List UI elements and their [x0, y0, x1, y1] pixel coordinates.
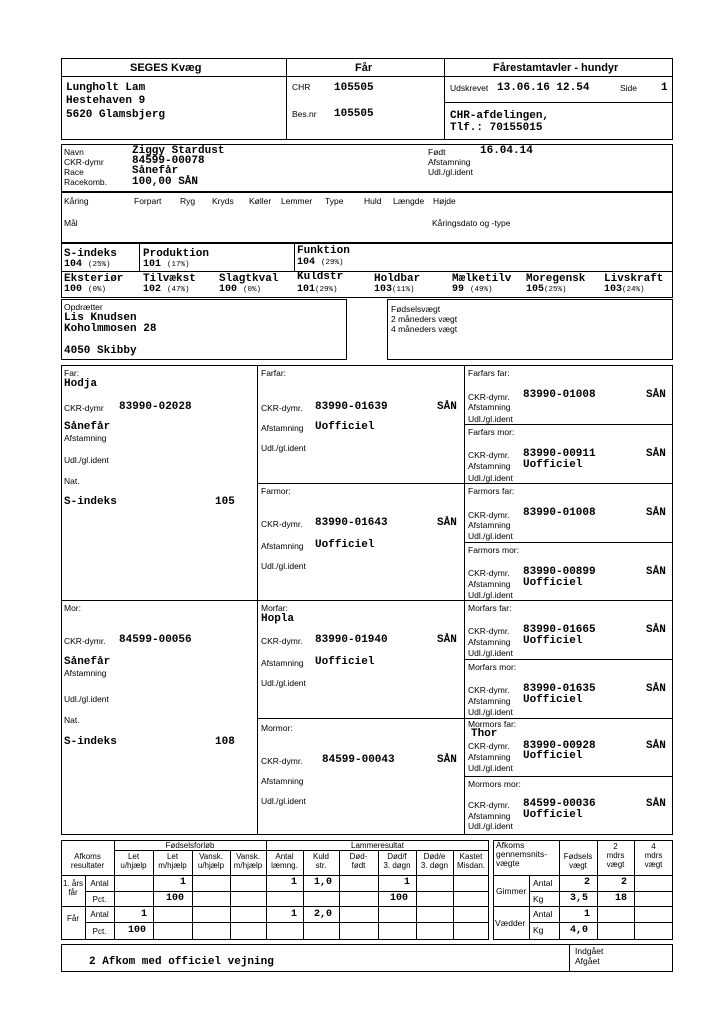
- label-race: Race: [64, 167, 84, 177]
- col-let-m-l1: Let: [166, 852, 179, 861]
- breeder-label: Opdrætter: [64, 302, 103, 312]
- gg-mormors-far-ckr-label: CKR-dymr.: [468, 741, 510, 751]
- chr-value: 105505: [334, 82, 374, 94]
- growth-col-birth-l1: Fødsels: [563, 852, 593, 861]
- gg-mormors-mor-udl-label: Udl./gl.ident: [468, 821, 513, 831]
- animal-name: Ziggy Stardust: [132, 145, 225, 157]
- col-dodfodt-l1: Død-: [349, 852, 368, 861]
- gg-morfars-far-ckr-label: CKR-dymr.: [468, 626, 510, 636]
- col-dode-l2: 3. døgn: [420, 861, 449, 870]
- far-ckr: 83990-02028: [119, 401, 192, 413]
- col-antal: [266, 852, 303, 870]
- gg-mormors-mor-ckr: 84599-00036: [523, 798, 596, 810]
- mor-ckr: 84599-00056: [119, 634, 192, 646]
- growth-title: [496, 841, 547, 868]
- mor-ckr-label: CKR-dymr.: [64, 636, 106, 646]
- morfar-race: SÅN: [437, 634, 457, 646]
- owner-city: 5620 Glamsbjerg: [66, 109, 166, 121]
- gg-morfars-mor-label: Morfars mor:: [468, 662, 517, 672]
- chr-afd: CHR-afdelingen,: [450, 110, 550, 122]
- growth-col-4m-l3: vægt: [644, 860, 663, 869]
- index-maelketilv-value: [452, 284, 493, 295]
- gg-farfars-far-race: SÅN: [646, 389, 666, 401]
- col-antal-l2: læmng.: [271, 861, 298, 870]
- index-holdbar-value: [374, 284, 415, 295]
- r1-antal-kuld: 1,0: [314, 877, 333, 888]
- col-dodf-l1: Død/f: [387, 852, 407, 861]
- index-livskraft-number: 103: [604, 284, 623, 295]
- r2-pct-letu: 100: [128, 925, 147, 936]
- morfar-label: Morfar:: [261, 603, 288, 613]
- far-name: Hodja: [64, 378, 98, 390]
- offspring-title-l2: resultater: [70, 861, 105, 870]
- gg-farmors-far-udl-label: Udl./gl.ident: [468, 531, 513, 541]
- index-tilvaekst-number: 102: [143, 284, 162, 295]
- farmor-ckr-label: CKR-dymr.: [261, 519, 303, 529]
- r1-antal-laemng: 1: [291, 877, 298, 888]
- col-vansk-m-l2: m/hjælp: [233, 861, 263, 870]
- mor-afst-label: Afstamning: [64, 668, 107, 678]
- karing-col-huld: Huld: [364, 196, 382, 206]
- animal-race: Sånefår: [132, 165, 179, 177]
- gg-morfars-far-afst-label: Afstamning: [468, 637, 511, 647]
- gg-farmors-mor-udl-label: Udl./gl.ident: [468, 590, 513, 600]
- gg-mormors-far-udl-label: Udl./gl.ident: [468, 763, 513, 773]
- born-value: 16.04.14: [480, 145, 533, 157]
- gg-farfars-far-label: Farfars far:: [468, 368, 510, 378]
- gimmer-label: Gimmer: [496, 886, 527, 896]
- mormor-udl-label: Udl./gl.ident: [261, 796, 306, 806]
- doc-title: Fårestamtavler - hundyr: [493, 62, 619, 74]
- karing-col-forpart: Forpart: [134, 196, 162, 206]
- gg-mormors-mor-race: SÅN: [646, 798, 666, 810]
- gg-morfars-far-race: SÅN: [646, 624, 666, 636]
- weight-birth: Fødselsvægt: [391, 304, 441, 314]
- karing-col-koller: Køller: [249, 196, 272, 206]
- gg-farmors-far-afst-label: Afstamning: [468, 520, 511, 530]
- farmor-ckr: 83990-01643: [315, 517, 388, 529]
- karing-col-lemmer: Lemmer: [281, 196, 313, 206]
- index-tilvaekst-pct: (47%): [167, 286, 190, 294]
- page-label: Side: [620, 83, 638, 93]
- index-kuldstr-value: [297, 284, 338, 295]
- farfar-afst-label: Afstamning: [261, 423, 304, 433]
- offspring-title: [61, 852, 114, 870]
- gimmer-antal-label: Antal: [533, 878, 553, 888]
- morfar-ckr-label: CKR-dymr.: [261, 636, 303, 646]
- index-tilvaekst-label: Tilvækst: [143, 273, 196, 285]
- gg-mormors-far-afst: Uofficiel: [523, 750, 583, 762]
- gg-farfars-mor-afst-label: Afstamning: [468, 461, 511, 471]
- gg-farfars-mor-afst: Uofficiel: [523, 459, 583, 471]
- gg-morfars-mor-afst-label: Afstamning: [468, 696, 511, 706]
- col-dodf-l2: 3. døgn: [383, 861, 411, 870]
- col-let-u-l1: Let: [127, 852, 140, 861]
- r1-pct-dodf: 100: [390, 893, 409, 904]
- col-dode-l1: Død/e: [423, 852, 446, 861]
- morfar-udl-label: Udl./gl.ident: [261, 678, 306, 688]
- afstamning-label: Afstamning: [428, 157, 471, 167]
- index-livskraft-value: [604, 284, 645, 295]
- col-dode: [416, 852, 453, 870]
- label-navn: Navn: [64, 147, 84, 157]
- vaedder-antal-birth: 1: [584, 909, 591, 920]
- gimmer-antal-birth: 2: [584, 877, 591, 888]
- gg-farmors-mor-ckr: 83990-00899: [523, 566, 596, 578]
- org-name: SEGES Kvæg: [130, 62, 202, 74]
- col-vansk-u-l2: u/hjælp: [197, 861, 225, 870]
- mormor-afst-label: Afstamning: [261, 776, 304, 786]
- karing-col-laengde: Længde: [393, 196, 425, 206]
- vaedder-antal-label: Antal: [533, 909, 553, 919]
- growth-col-2m-l1: 2: [613, 842, 618, 851]
- group-lammeresultat: Lammeresultat: [351, 841, 404, 850]
- indgaet-label: Indgået: [575, 946, 604, 956]
- gg-morfars-mor-udl-label: Udl./gl.ident: [468, 707, 513, 717]
- animal-racekomb: 100,00 SÅN: [132, 176, 199, 188]
- mormor-ckr-label: CKR-dymr.: [261, 756, 303, 766]
- index-maelketilv-label: Mælketilv: [452, 273, 512, 285]
- printed-label: Udskrevet: [450, 83, 489, 93]
- weight-4m: 4 måneders vægt: [391, 324, 458, 334]
- index-maelketilv-pct: (49%): [470, 286, 493, 294]
- col-kuld: [303, 852, 339, 870]
- vaedder-kg-label: Kg: [533, 925, 544, 935]
- farmor-label: Farmor:: [261, 486, 291, 496]
- growth-col-birth-l2: vægt: [569, 861, 587, 870]
- index-moregensk-value: [526, 284, 567, 295]
- index-maelketilv-number: 99: [452, 284, 465, 295]
- col-let-m: [153, 852, 192, 870]
- far-sindeks-value: 105: [215, 496, 235, 508]
- index-slagtkval-label: Slagtkval: [219, 273, 279, 285]
- breeder-city: 4050 Skibby: [64, 345, 137, 357]
- far-sindeks-label: S-indeks: [64, 496, 117, 508]
- r1-pct-label: Pct.: [92, 895, 107, 904]
- index-funktion-pct: (29%): [321, 259, 344, 267]
- r1-antal-letm: 1: [180, 877, 187, 888]
- index-moregensk-pct: (25%): [544, 286, 567, 294]
- col-let-u: [114, 852, 153, 870]
- gg-farfars-far-ckr-label: CKR-dymr.: [468, 392, 510, 402]
- index-eksterior-pct: (0%): [88, 286, 107, 294]
- farmor-afst-label: Afstamning: [261, 541, 304, 551]
- index-sindeks-value: [64, 259, 111, 270]
- gimmer-kg-2m: 18: [615, 893, 628, 904]
- growth-col-birth: [559, 852, 597, 870]
- gg-mormors-mor-ckr-label: CKR-dymr.: [468, 800, 510, 810]
- mor-sindeks-label: S-indeks: [64, 736, 117, 748]
- farfar-race: SÅN: [437, 401, 457, 413]
- r2-antal-label: Antal: [90, 910, 109, 919]
- growth-col-4m-l2: mdrs: [644, 851, 663, 860]
- index-produktion-number: 101: [143, 259, 162, 270]
- breeder-street: Koholmmosen 28: [64, 323, 157, 335]
- gg-morfars-mor-afst: Uofficiel: [523, 694, 583, 706]
- gimmer-antal-2m: 2: [621, 877, 628, 888]
- farmor-udl-label: Udl./gl.ident: [261, 561, 306, 571]
- gg-farfars-mor-ckr: 83990-00911: [523, 448, 596, 460]
- owner-street: Hestehaven 9: [66, 95, 146, 107]
- karing-col-ryg: Ryg: [180, 196, 196, 206]
- karing-col-type: Type: [325, 196, 344, 206]
- gg-farfars-mor-race: SÅN: [646, 448, 666, 460]
- morfar-afst-label: Afstamning: [261, 658, 304, 668]
- r1-antal-dodf: 1: [404, 877, 411, 888]
- morfar-afst: Uofficiel: [315, 656, 375, 668]
- label-ckr: CKR-dymr: [64, 157, 104, 167]
- col-antal-l1: Antal: [275, 852, 294, 861]
- gimmer-kg-label: Kg: [533, 894, 544, 904]
- col-kuld-l1: Kuld: [312, 852, 329, 861]
- r2-antal-letu: 1: [141, 909, 148, 920]
- index-funktion-value: [297, 257, 344, 268]
- weight-2m: 2 måneders vægt: [391, 314, 458, 324]
- udl-label: Udl./gl.ident: [428, 167, 473, 177]
- farmor-afst: Uofficiel: [315, 539, 375, 551]
- index-sindeks-pct: (25%): [88, 261, 111, 269]
- growth-title-l3: vægte: [496, 858, 520, 868]
- gg-mormors-mor-afst: Uofficiel: [523, 809, 583, 821]
- r2-antal-laemng: 1: [291, 909, 298, 920]
- karing-col-hojde: Højde: [433, 196, 456, 206]
- growth-col-2m: [597, 842, 634, 869]
- gg-mormors-far-ckr: 83990-00928: [523, 740, 596, 752]
- growth-col-2m-l2: mdrs: [606, 851, 625, 860]
- farfar-udl-label: Udl./gl.ident: [261, 443, 306, 453]
- farmor-race: SÅN: [437, 517, 457, 529]
- index-produktion-label: Produktion: [143, 248, 210, 260]
- mormor-label: Mormor:: [261, 723, 293, 733]
- gg-morfars-mor-race: SÅN: [646, 683, 666, 695]
- gg-farfars-far-afst-label: Afstamning: [468, 402, 511, 412]
- gg-mormors-far-name: Thor: [471, 728, 498, 740]
- index-moregensk-number: 105: [526, 284, 545, 295]
- besnr-label: Bes.nr: [292, 109, 317, 119]
- col-kastet-l2: Misdan.: [456, 861, 485, 870]
- gg-farmors-far-label: Farmors far:: [468, 486, 515, 496]
- gg-mormors-mor-label: Mormors mor:: [468, 779, 521, 789]
- col-vansk-u-l1: Vansk.: [199, 852, 223, 861]
- karing-col-kryds: Kryds: [212, 196, 234, 206]
- gg-farmors-far-ckr-label: CKR-dymr.: [468, 510, 510, 520]
- mor-udl-label: Udl./gl.ident: [64, 694, 109, 704]
- col-kuld-l2: str.: [315, 861, 327, 870]
- index-sindeks-number: 104: [64, 259, 83, 270]
- index-funktion-label: Funktion: [297, 245, 350, 257]
- col-let-m-l2: m/hjælp: [158, 861, 187, 870]
- gg-farfars-mor-label: Farfars mor:: [468, 427, 515, 437]
- karingsdato-label: Kåringsdato og -type: [432, 218, 511, 228]
- index-produktion-value: [143, 259, 190, 270]
- gg-morfars-mor-ckr: 83990-01635: [523, 683, 596, 695]
- afgaet-label: Afgået: [575, 956, 600, 966]
- label-racekomb: Racekomb.: [64, 177, 107, 187]
- r1-pct-letm: 100: [166, 893, 185, 904]
- gg-farmors-mor-afst: Uofficiel: [523, 577, 583, 589]
- index-eksterior-value: [64, 284, 106, 295]
- footer-note: 2 Afkom med officiel vejning: [89, 956, 274, 968]
- index-holdbar-label: Holdbar: [374, 273, 421, 285]
- mormor-race: SÅN: [437, 754, 457, 766]
- growth-title-l1: Afkoms: [496, 840, 525, 850]
- col-dodf: [378, 852, 416, 870]
- row-1ars-label: [61, 879, 85, 897]
- page-number: 1: [661, 82, 668, 94]
- gg-farmors-far-ckr: 83990-01008: [523, 507, 596, 519]
- farfar-ckr-label: CKR-dymr.: [261, 403, 303, 413]
- morfar-ckr: 83990-01940: [315, 634, 388, 646]
- born-label: Født: [428, 147, 446, 157]
- mor-sindeks-value: 108: [215, 736, 235, 748]
- far-udl-label: Udl./gl.ident: [64, 455, 109, 465]
- col-let-u-l2: u/hjælp: [120, 861, 147, 870]
- index-moregensk-label: Moregensk: [526, 273, 586, 285]
- animal-ckr: 84599-00078: [132, 155, 205, 167]
- index-kuldstr-label: Kuldstr: [297, 271, 344, 283]
- gimmer-kg-birth: 3,5: [570, 893, 589, 904]
- karing-label: Kåring: [64, 196, 89, 206]
- col-vansk-m-l1: Vansk.: [236, 852, 260, 861]
- tlf: Tlf.: 70155015: [450, 122, 543, 134]
- species: Får: [355, 62, 373, 74]
- gg-farfars-far-udl-label: Udl./gl.ident: [468, 414, 513, 424]
- growth-col-2m-l3: vægt: [606, 860, 625, 869]
- printed-value: 13.06.16 12.54: [497, 82, 590, 94]
- gg-farfars-far-ckr: 83990-01008: [523, 389, 596, 401]
- vaedder-label: Vædder: [495, 918, 526, 928]
- besnr-value: 105505: [334, 108, 374, 120]
- group-fodselsforlob: Fødselsforløb: [165, 841, 215, 850]
- vaedder-kg-birth: 4,0: [570, 925, 589, 936]
- col-vansk-m: [230, 852, 266, 870]
- row-1ars-l1: 1. års: [62, 879, 83, 888]
- index-produktion-pct: (17%): [167, 261, 190, 269]
- farfar-afst: Uofficiel: [315, 421, 375, 433]
- index-livskraft-label: Livskraft: [604, 273, 664, 285]
- r2-antal-kuld: 2,0: [314, 909, 333, 920]
- gg-morfars-far-label: Morfars far:: [468, 603, 512, 613]
- owner-name: Lungholt Lam: [66, 82, 146, 94]
- index-holdbar-number: 103: [374, 284, 393, 295]
- morfar-name: Hopla: [261, 613, 295, 625]
- col-kastet-l1: Kastet: [459, 852, 483, 861]
- index-slagtkval-number: 100: [219, 284, 238, 295]
- mor-nat-label: Nat.: [64, 715, 80, 725]
- r1-antal-label: Antal: [90, 879, 109, 888]
- row-far-label: Får: [67, 914, 79, 923]
- farfar-label: Farfar:: [261, 368, 287, 378]
- row-1ars-l2: får: [68, 888, 78, 897]
- index-funktion-number: 104: [297, 257, 316, 268]
- gg-farmors-mor-afst-label: Afstamning: [468, 579, 511, 589]
- chr-label: CHR: [292, 82, 311, 92]
- gg-farmors-far-race: SÅN: [646, 507, 666, 519]
- far-afst-label: Afstamning: [64, 433, 107, 443]
- gg-morfars-far-ckr: 83990-01665: [523, 624, 596, 636]
- far-ckr-label: CKR-dymr: [64, 403, 104, 413]
- col-dodfodt-l2: født: [351, 861, 366, 870]
- far-race: Sånefår: [64, 421, 111, 433]
- gg-farfars-mor-ckr-label: CKR-dymr.: [468, 450, 510, 460]
- mal-label: Mål: [64, 218, 78, 228]
- breeder-name: Lis Knudsen: [64, 312, 137, 324]
- gg-farmors-mor-ckr-label: CKR-dymr.: [468, 568, 510, 578]
- index-kuldstr-number: 101: [297, 284, 316, 295]
- gg-mormors-far-afst-label: Afstamning: [468, 752, 511, 762]
- index-eksterior-label: Eksteriør: [64, 273, 124, 285]
- gg-morfars-far-afst: Uofficiel: [523, 635, 583, 647]
- index-sindeks-label: S-indeks: [64, 248, 117, 260]
- col-vansk-u: [192, 852, 230, 870]
- gg-farmors-mor-label: Farmors mor:: [468, 545, 519, 555]
- gg-morfars-mor-ckr-label: CKR-dymr.: [468, 685, 510, 695]
- index-slagtkval-pct: (0%): [243, 286, 262, 294]
- index-kuldstr-pct: (29%): [315, 286, 338, 294]
- index-eksterior-number: 100: [64, 284, 83, 295]
- mor-label: Mor:: [64, 603, 81, 613]
- gg-mormors-far-race: SÅN: [646, 740, 666, 752]
- col-dodfodt: [339, 852, 378, 870]
- col-kastet: [453, 852, 489, 870]
- index-holdbar-pct: (11%): [392, 286, 415, 294]
- far-label: Far:: [64, 368, 80, 378]
- mormor-ckr: 84599-00043: [322, 754, 395, 766]
- growth-col-4m: [634, 842, 673, 869]
- mor-race: Sånefår: [64, 656, 111, 668]
- far-nat-label: Nat.: [64, 476, 80, 486]
- offspring-title-l1: Afkoms: [74, 852, 101, 861]
- growth-col-4m-l1: 4: [651, 842, 656, 851]
- gg-mormors-mor-afst-label: Afstamning: [468, 811, 511, 821]
- index-livskraft-pct: (24%): [622, 286, 645, 294]
- gg-farfars-mor-udl-label: Udl./gl.ident: [468, 473, 513, 483]
- index-slagtkval-value: [219, 284, 261, 295]
- r2-pct-label: Pct.: [92, 927, 107, 936]
- gg-farmors-mor-race: SÅN: [646, 566, 666, 578]
- gg-morfars-far-udl-label: Udl./gl.ident: [468, 648, 513, 658]
- gg-mormors-far-label: Mormors far:: [468, 719, 517, 729]
- farfar-ckr: 83990-01639: [315, 401, 388, 413]
- growth-title-l2: gennemsnits-: [496, 849, 548, 859]
- index-tilvaekst-value: [143, 284, 190, 295]
